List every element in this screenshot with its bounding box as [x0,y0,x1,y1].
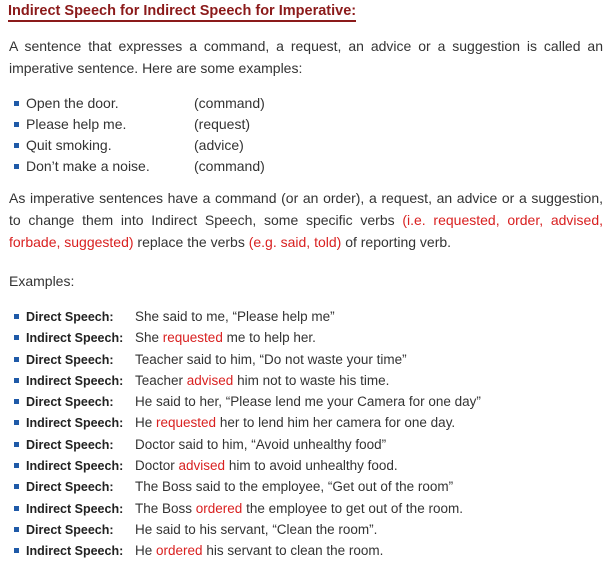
example-sentence: Quit smoking. [26,137,112,153]
list-item [14,135,265,156]
bullet-icon [14,442,19,447]
speech-text: He said to her, “Please lend me your Camera for one day” [135,394,481,410]
example-type: (advice) [194,137,244,153]
indirect-speech-row [14,540,481,561]
bullet-icon [14,314,19,319]
example-type: (command) [194,95,265,111]
direct-speech-row [14,519,481,540]
reporting-verb: advised [186,372,234,388]
indirect-speech-row [14,370,481,391]
indirect-speech-row [14,412,481,433]
bullet-icon [14,399,19,404]
bullet-icon [14,335,19,340]
speech-text: The Boss [135,500,196,516]
speech-examples-list [14,306,481,562]
reporting-verb: requested [162,330,223,346]
speech-label: Direct Speech: [26,480,114,495]
speech-label: Direct Speech: [26,395,114,410]
specific-verbs-highlight: (i.e. requested, order, advised, forbade, suggested) [9,212,604,250]
speech-text: He said to his servant, “Clean the room”. [135,521,378,537]
speech-label: Direct Speech: [26,352,114,367]
reporting-verb: ordered [156,543,203,559]
speech-text-rest: me to help her. [222,330,316,346]
bullet-icon [14,101,19,106]
explanation-text: replace the verbs [133,234,249,250]
bullet-icon [14,357,19,362]
example-sentence: Don’t make a noise. [26,158,150,174]
speech-text-rest: the employee to get out of the room. [242,500,463,516]
speech-text-rest: him not to waste his time. [233,372,390,388]
speech-text: Doctor said to him, “Avoid unhealthy food” [135,436,387,452]
bullet-icon [14,378,19,383]
bullet-icon [14,506,19,511]
bullet-icon [14,548,19,553]
speech-text: Teacher [135,372,187,388]
intro-paragraph: A sentence that expresses a command, a request, an advice or a suggestion is called an imperative sentence. Here are some examples: [9,38,603,76]
speech-text: The Boss said to the employee, “Get out of the room” [135,479,454,495]
list-item [14,114,265,135]
speech-text-rest: her to lend him her camera for one day. [216,415,456,431]
examples-heading: Examples: [9,273,75,289]
indirect-speech-row [14,498,481,519]
list-item [14,93,265,114]
speech-text: Doctor [135,458,179,474]
bullet-icon [14,484,19,489]
indirect-speech-row [14,327,481,348]
reporting-verb: advised [178,458,226,474]
reporting-verbs-highlight: (e.g. said, told) [248,234,342,250]
example-sentence: Open the door. [26,95,119,111]
bullet-icon [14,164,19,169]
explanation-text: of reporting verb. [341,234,452,250]
speech-text: He [135,415,157,431]
section-title: Indirect Speech for Indirect Speech for Imperative: [8,3,356,22]
speech-label: Direct Speech: [26,522,114,537]
speech-label: Indirect Speech: [26,331,124,346]
bullet-icon [14,122,19,127]
speech-text: Teacher said to him, “Do not waste your time” [135,351,407,367]
list-item [14,156,265,177]
direct-speech-row [14,349,481,370]
speech-label: Indirect Speech: [26,373,124,388]
speech-label: Indirect Speech: [26,544,124,559]
reporting-verb: requested [156,415,217,431]
speech-label: Direct Speech: [26,437,114,452]
indirect-speech-row [14,455,481,476]
bullet-icon [14,143,19,148]
bullet-icon [14,420,19,425]
speech-text: She said to me, “Please help me” [135,309,335,324]
example-type: (command) [194,158,265,174]
speech-label: Indirect Speech: [26,501,124,516]
direct-speech-row [14,476,481,497]
speech-label: Indirect Speech: [26,459,124,474]
speech-text: He [135,543,157,559]
direct-speech-row [14,391,481,412]
reporting-verb: ordered [195,500,243,516]
example-type: (request) [194,116,251,132]
speech-text-rest: his servant to clean the room. [202,543,384,559]
explanation-paragraph [9,187,603,253]
imperative-examples-list [14,93,265,177]
bullet-icon [14,463,19,468]
speech-label: Direct Speech: [26,310,114,324]
direct-speech-row [14,306,481,327]
speech-text: She [135,330,163,346]
example-sentence: Please help me. [26,116,127,132]
speech-label: Indirect Speech: [26,416,124,431]
direct-speech-row [14,434,481,455]
bullet-icon [14,527,19,532]
speech-text-rest: him to avoid unhealthy food. [225,458,398,474]
explanation-text: As imperative sentences have a command (or an order), a request, an advice or a suggestion, to change them into Indirect Speech, some specific verbs [9,190,603,228]
